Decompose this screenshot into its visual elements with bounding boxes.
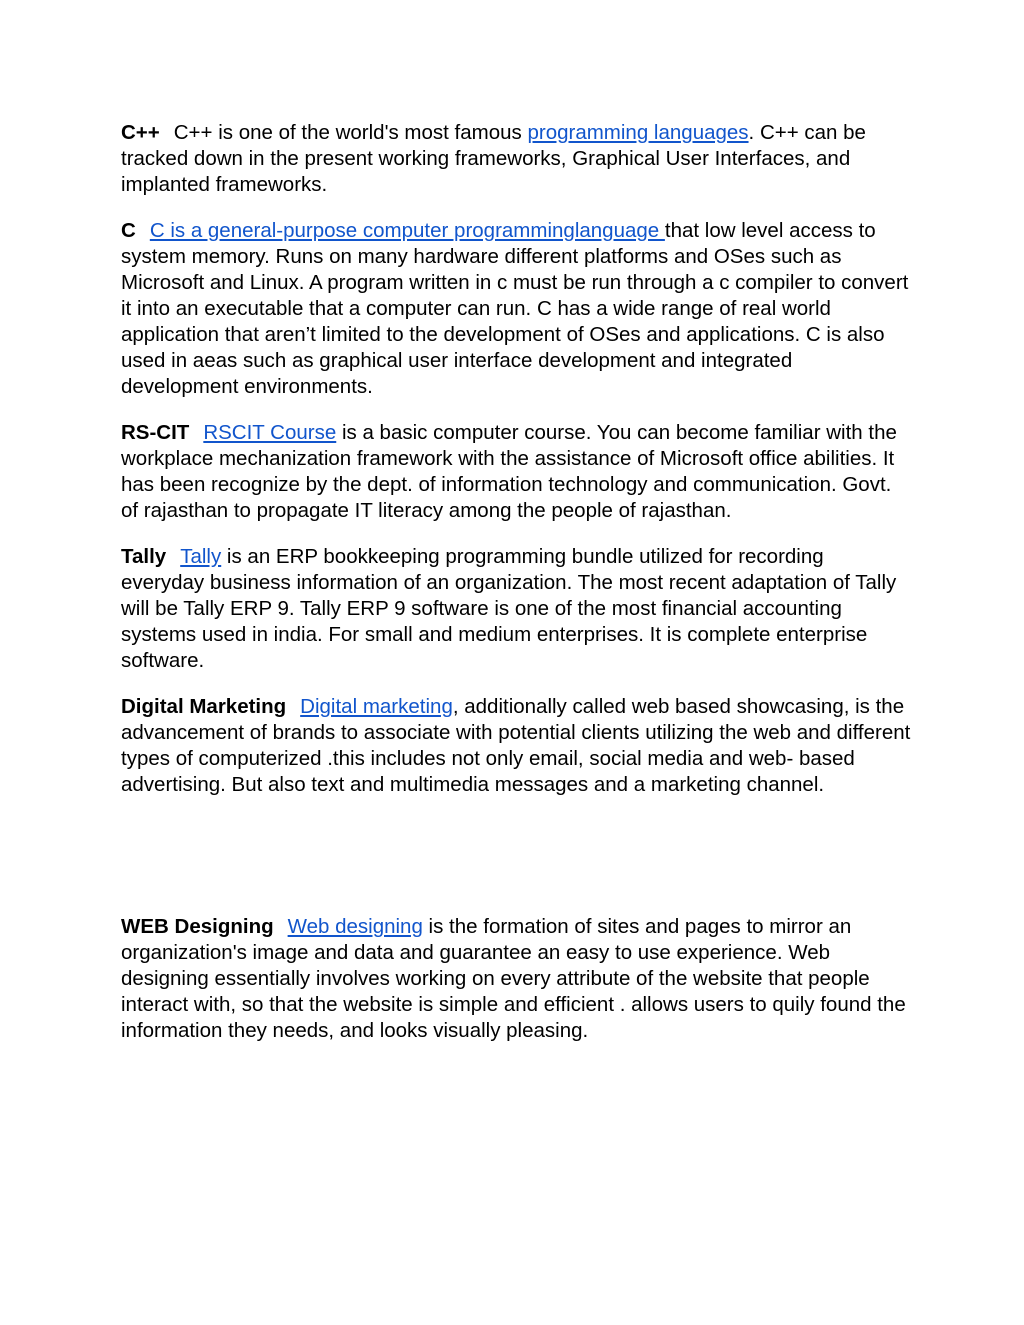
link-tally[interactable]: Tally [180, 545, 222, 568]
link-rscit-course[interactable]: RSCIT Course [203, 421, 337, 444]
section-term: Tally [121, 545, 167, 568]
section-text: is a basic computer course. You can become familiar with the workplace mechanization framework with the assistance of Microsoft office abilities. It has been recognize by the dept. of information technology and communication. Govt. of rajasthan to propagate IT literacy among the people of rajasthan. [121, 421, 897, 522]
section-term: C++ [121, 121, 160, 144]
section-digital-marketing [121, 694, 911, 798]
section-c [121, 218, 911, 400]
document-page [121, 120, 911, 1064]
link-digital-marketing[interactable]: Digital marketing [300, 695, 453, 718]
link-c-language[interactable]: C is a general-purpose computer programminglanguage [149, 219, 665, 242]
section-web-designing [121, 914, 911, 1044]
section-text: . C++ can be tracked down in the present working frameworks, Graphical User Interfaces, and implanted frameworks. [121, 121, 866, 196]
section-cpp [121, 120, 911, 198]
section-term: RS-CIT [121, 421, 190, 444]
section-text: that low level access to system memory. Runs on many hardware different platforms and OSes such as Microsoft and Linux. A program written in c must be run through a c compiler to convert it into an executable that a computer can run. C has a wide range of real world application that aren’t limited to the development of OSes and applications. C is also used in aeas such as graphical user interface development and integrated development environments. [121, 219, 909, 398]
section-rscit [121, 420, 911, 524]
section-tally [121, 544, 911, 674]
section-text-pre: C++ is one of the world's most famous [173, 121, 528, 144]
section-text: is an ERP bookkeeping programming bundle utilized for recording everyday business information of an organization. The most recent adaptation of Tally will be Tally ERP 9. Tally ERP 9 software is one of the most financial accounting systems used in india. For small and medium enterprises. It is complete enterprise software. [121, 545, 897, 672]
section-text: is the formation of sites and pages to mirror an organization's image and data and guarantee an easy to use experience. Web designing essentially involves working on every attribute of the website that people interact with, so that the website is simple and efficient . allows users to quily found the information they needs, and looks visually pleasing. [121, 915, 906, 1042]
section-term: Digital Marketing [121, 695, 287, 718]
section-term: C [121, 219, 136, 242]
link-web-designing[interactable]: Web designing [287, 915, 423, 938]
link-programming-languages[interactable]: programming languages [527, 121, 749, 144]
section-term: WEB Designing [121, 915, 274, 938]
section-text: , additionally called web based showcasing, is the advancement of brands to associate with potential clients utilizing the web and different types of computerized .this includes not only email, social media and web- based advertising. But also text and multimedia messages and a marketing channel. [121, 695, 911, 796]
